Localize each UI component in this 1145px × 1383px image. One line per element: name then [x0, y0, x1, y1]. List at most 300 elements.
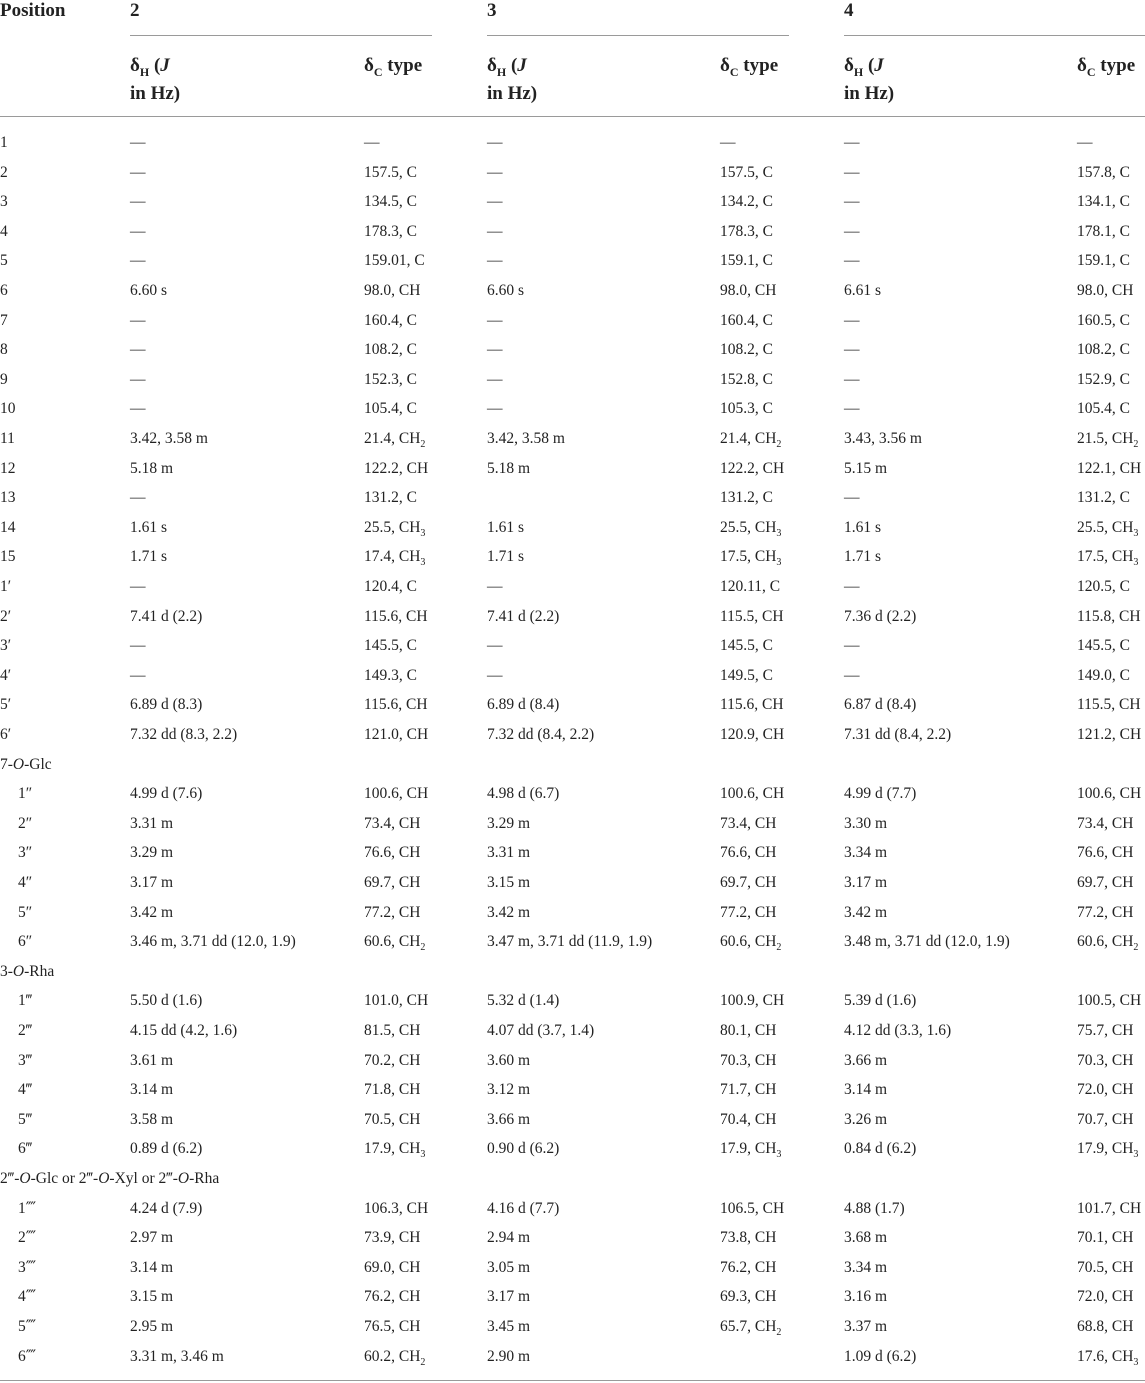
proton-shift-cell: 3.34 m	[844, 844, 888, 862]
subscript: 3	[420, 527, 426, 539]
carbon-shift-cell: 115.6, CH	[720, 696, 784, 714]
proton-shift-cell: 3.15 m	[487, 874, 531, 891]
position-cell: 4′	[0, 666, 12, 684]
proton-shift-cell: 3.60 m	[487, 1051, 531, 1069]
proton-shift-cell: 3.31 m	[130, 814, 174, 832]
carbon-shift-cell: 70.3, CH	[1077, 1051, 1134, 1069]
compound-4-rule	[844, 35, 1145, 36]
position-cell: 5′	[0, 696, 12, 714]
position-cell: 9	[0, 370, 8, 388]
carbon-shift-cell: 108.2, C	[1077, 341, 1130, 359]
table-row	[0, 1017, 1145, 1047]
proton-shift-cell: 5.50 d (1.6)	[130, 992, 203, 1010]
proton-shift-cell: —	[844, 193, 860, 211]
carbon-shift-cell: 76.6, CH	[364, 844, 421, 862]
position-cell: 1	[0, 134, 8, 151]
table-row	[0, 721, 1145, 751]
table-row	[0, 1343, 1145, 1373]
subscript: 2	[1133, 439, 1139, 451]
table-row	[0, 839, 1145, 869]
subscript: C	[1086, 64, 1096, 79]
carbon-shift-cell: 17.9, $CH_3$	[364, 1140, 426, 1161]
proton-shift-cell: 3.66 m	[844, 1051, 888, 1069]
proton-shift-cell: 7.32 dd (8.4, 2.2)	[487, 726, 595, 743]
table-row	[0, 869, 1145, 899]
carbon-shift-cell: 149.0, C	[1077, 666, 1130, 684]
proton-shift-cell: 3.14 m	[130, 1258, 174, 1276]
carbon-shift-cell: 134.5, C	[364, 193, 417, 211]
position-header: Position	[0, 0, 66, 21]
carbon-shift-cell: 77.2, CH	[364, 903, 421, 921]
table-bottom-rule	[0, 1380, 1145, 1381]
carbon-shift-cell: 100.9, CH	[720, 992, 785, 1010]
subscript: H	[139, 64, 150, 79]
carbon-shift-cell: 17.6, $CH_3$	[1077, 1347, 1139, 1368]
proton-shift-cell: 1.61 s	[487, 518, 525, 536]
table-row	[0, 1224, 1145, 1254]
table-row	[0, 395, 1145, 425]
position-cell: 3‴	[18, 1051, 33, 1069]
carbon-shift-cell: 73.4, CH	[364, 814, 421, 832]
carbon-shift-cell: 60.2, $CH_2$	[364, 1347, 426, 1368]
proton-shift-cell: —	[130, 341, 146, 359]
carbon-shift-cell: 105.4, C	[1077, 400, 1130, 418]
subscript: 2	[420, 439, 426, 451]
proton-shift-cell: —	[130, 578, 146, 595]
carbon-shift-cell: 17.5, $CH_3$	[720, 548, 782, 569]
carbon-shift-cell: 157.8, C	[1077, 163, 1130, 181]
table-row	[0, 514, 1145, 544]
compound-2-header: 2	[130, 0, 140, 21]
carbon-shift-cell: 145.5, C	[720, 637, 773, 655]
proton-shift-cell: —	[844, 341, 860, 359]
carbon-shift-cell: 25.5, $CH_3$	[1077, 518, 1139, 539]
subscript: 2	[776, 942, 782, 954]
subscript: 3	[420, 1149, 426, 1161]
table-row	[0, 1283, 1145, 1313]
proton-shift-cell: 0.90 d (6.2)	[487, 1140, 560, 1158]
proton-shift-cell: 3.42 m	[487, 903, 531, 921]
carbon-shift-cell: 178.1, C	[1077, 222, 1130, 240]
table-row	[0, 899, 1145, 929]
position-cell: 6‴	[18, 1140, 33, 1158]
proton-shift-cell: 3.45 m	[487, 1318, 531, 1335]
carbon-shift-cell: 73.4, CH	[1077, 814, 1134, 832]
carbon-shift-cell: 101.7, CH	[1077, 1199, 1142, 1217]
table-row	[0, 218, 1145, 248]
table-row	[0, 1106, 1145, 1136]
carbon-shift-cell: 120.9, CH	[720, 726, 785, 743]
subscript: 3	[420, 557, 426, 569]
position-cell: 4‴	[18, 1081, 33, 1099]
carbon-shift-cell: 100.6, CH	[1077, 785, 1142, 803]
compound-3-header: 3	[487, 0, 497, 21]
header-bottom-rule	[0, 116, 1145, 117]
dc-header: $\delta_C$ type	[720, 55, 779, 79]
carbon-shift-cell: 69.7, CH	[364, 874, 421, 891]
proton-shift-cell: 3.15 m	[130, 1288, 174, 1306]
carbon-shift-cell: 159.1, C	[720, 252, 773, 270]
proton-shift-cell: —	[487, 370, 503, 388]
carbon-shift-cell: 17.9, $CH_3$	[1077, 1140, 1139, 1161]
position-cell: 5″	[18, 903, 33, 921]
proton-shift-cell: 5.39 d (1.6)	[844, 992, 917, 1010]
position-cell: 2	[0, 163, 8, 181]
table-row	[0, 188, 1145, 218]
proton-shift-cell: 7.41 d (2.2)	[487, 607, 560, 625]
proton-shift-cell: 3.12 m	[487, 1081, 531, 1099]
proton-shift-cell: 1.09 d (6.2)	[844, 1347, 917, 1365]
carbon-shift-cell: 73.8, CH	[720, 1229, 777, 1247]
position-cell: 2′	[0, 607, 12, 625]
proton-shift-cell: 3.14 m	[844, 1081, 888, 1099]
carbon-shift-cell: 159.1, C	[1077, 252, 1130, 270]
position-cell: 6⁗	[18, 1347, 37, 1365]
proton-shift-cell: 3.42, 3.58 m	[487, 430, 565, 447]
proton-shift-cell: 0.84 d (6.2)	[844, 1140, 917, 1158]
carbon-shift-cell: 157.5, C	[364, 163, 417, 181]
table-row	[0, 691, 1145, 721]
position-cell: 14	[0, 518, 16, 536]
carbon-shift-cell: 131.2, C	[720, 489, 773, 507]
proton-shift-cell: 5.15 m	[844, 459, 888, 477]
carbon-shift-cell: 160.4, C	[720, 311, 773, 329]
table-row	[0, 987, 1145, 1017]
proton-shift-cell: 4.16 d (7.7)	[487, 1199, 560, 1217]
proton-shift-cell: 3.42 m	[844, 903, 888, 921]
carbon-shift-cell: 157.5, C	[720, 163, 773, 181]
proton-shift-cell: 6.89 d (8.4)	[487, 696, 560, 714]
proton-shift-cell: —	[487, 578, 503, 595]
proton-shift-cell: —	[130, 311, 146, 329]
proton-shift-cell: —	[130, 400, 146, 418]
italic-j: J	[160, 55, 170, 76]
table-row	[0, 1195, 1145, 1225]
subscript: 2	[420, 942, 426, 954]
carbon-shift-cell: 68.8, CH	[1077, 1318, 1134, 1335]
proton-shift-cell: 4.07 dd (3.7, 1.4)	[487, 1022, 595, 1039]
carbon-shift-cell: 131.2, C	[364, 489, 417, 507]
position-cell: 4⁗	[18, 1288, 37, 1306]
carbon-shift-cell: 60.6, $CH_2$	[720, 933, 782, 954]
proton-shift-cell: 1.61 s	[130, 518, 168, 536]
italic-j: J	[517, 55, 527, 76]
carbon-shift-cell: 120.4, C	[364, 578, 417, 595]
table-row	[0, 810, 1145, 840]
table-row	[0, 336, 1145, 366]
carbon-shift-cell: 152.9, C	[1077, 370, 1130, 388]
table-row	[0, 603, 1145, 633]
carbon-shift-cell: 71.8, CH	[364, 1081, 421, 1099]
proton-shift-cell: 4.99 d (7.7)	[844, 785, 917, 803]
position-cell: 3″	[18, 844, 33, 862]
carbon-shift-cell: 152.8, C	[720, 370, 773, 388]
carbon-shift-cell: 73.4, CH	[720, 814, 777, 832]
carbon-shift-cell: 98.0, CH	[364, 282, 421, 299]
section-label: 7-O-Glc	[0, 755, 52, 773]
carbon-shift-cell: 152.3, C	[364, 370, 417, 388]
table-row	[0, 780, 1145, 810]
table-row	[0, 307, 1145, 337]
proton-shift-cell: 6.87 d (8.4)	[844, 696, 917, 714]
proton-shift-cell: 1.61 s	[844, 518, 882, 536]
carbon-shift-cell: 17.5, $CH_3$	[1077, 548, 1139, 569]
carbon-shift-cell: 178.3, C	[720, 222, 773, 240]
proton-shift-cell: —	[844, 370, 860, 388]
proton-shift-cell: 2.94 m	[487, 1229, 531, 1247]
proton-shift-cell: 4.15 dd (4.2, 1.6)	[130, 1022, 238, 1039]
position-cell: 6	[0, 282, 8, 299]
position-cell: 8	[0, 341, 8, 359]
position-cell: 2⁗	[18, 1229, 37, 1247]
proton-shift-cell: 6.60 s	[130, 282, 168, 299]
position-cell: 5	[0, 252, 8, 270]
proton-shift-cell: 3.43, 3.56 m	[844, 430, 922, 447]
proton-shift-cell: 3.26 m	[844, 1110, 888, 1128]
carbon-shift-cell: 76.2, CH	[364, 1288, 421, 1306]
proton-shift-cell: —	[130, 666, 146, 684]
proton-shift-cell: 3.47 m, 3.71 dd (11.9, 1.9)	[487, 933, 653, 951]
carbon-shift-cell: 106.3, CH	[364, 1199, 429, 1217]
proton-shift-cell: 1.71 s	[130, 548, 168, 566]
dh-header: $\delta_H$ (J in Hz)	[130, 55, 181, 104]
proton-shift-cell: —	[130, 163, 146, 181]
section-label: 3-O-Rha	[0, 962, 55, 980]
table-row	[0, 366, 1145, 396]
carbon-shift-cell: 76.2, CH	[720, 1258, 777, 1276]
carbon-shift-cell: 72.0, CH	[1077, 1081, 1134, 1099]
subscript: 3	[776, 557, 782, 569]
proton-shift-cell: —	[844, 311, 860, 329]
carbon-shift-cell: 75.7, CH	[1077, 1022, 1134, 1039]
compound-4-header: 4	[844, 0, 854, 21]
position-cell: 1⁗	[18, 1199, 37, 1217]
proton-shift-cell: 7.36 d (2.2)	[844, 607, 917, 625]
table-row	[0, 1254, 1145, 1284]
carbon-shift-cell: 120.5, C	[1077, 578, 1130, 595]
carbon-shift-cell: 21.4, $CH_2$	[720, 430, 782, 451]
subscript: 2	[776, 439, 782, 451]
position-cell: 7	[0, 311, 8, 329]
carbon-shift-cell: 73.9, CH	[364, 1229, 421, 1247]
carbon-shift-cell: 106.5, CH	[720, 1199, 785, 1217]
proton-shift-cell: —	[487, 134, 503, 151]
table-row	[0, 484, 1145, 514]
carbon-shift-cell: 98.0, CH	[720, 282, 777, 299]
proton-shift-cell: 4.99 d (7.6)	[130, 785, 203, 803]
position-cell: 5⁗	[18, 1318, 37, 1335]
carbon-shift-cell: 70.2, CH	[364, 1051, 421, 1069]
carbon-shift-cell: 65.7, $CH_2$	[720, 1318, 782, 1339]
carbon-shift-cell: 101.0, CH	[364, 992, 429, 1010]
subscript: C	[729, 64, 739, 79]
proton-shift-cell: 7.41 d (2.2)	[130, 607, 203, 625]
carbon-shift-cell: 108.2, C	[720, 341, 773, 359]
proton-shift-cell: 5.18 m	[130, 459, 174, 477]
proton-shift-cell: 6.60 s	[487, 282, 525, 299]
table-row	[0, 425, 1145, 455]
position-cell: 5‴	[18, 1110, 33, 1128]
carbon-shift-cell: 17.9, $CH_3$	[720, 1140, 782, 1161]
carbon-shift-cell: 70.4, CH	[720, 1110, 777, 1128]
position-cell: 12	[0, 459, 16, 477]
proton-shift-cell: 5.32 d (1.4)	[487, 992, 560, 1010]
proton-shift-cell: 4.88 (1.7)	[844, 1199, 905, 1217]
position-cell: 4″	[18, 874, 33, 891]
proton-shift-cell: 3.14 m	[130, 1081, 174, 1099]
carbon-shift-cell: 25.5, $CH_3$	[364, 518, 426, 539]
proton-shift-cell: —	[487, 400, 503, 418]
proton-shift-cell: —	[844, 578, 860, 595]
table-row	[0, 1135, 1145, 1165]
proton-shift-cell: —	[130, 222, 146, 240]
subscript: C	[373, 64, 383, 79]
italic-j: J	[874, 55, 884, 76]
carbon-shift-cell: 100.5, CH	[1077, 992, 1142, 1010]
proton-shift-cell: —	[130, 252, 146, 270]
carbon-shift-cell: 72.0, CH	[1077, 1288, 1134, 1306]
carbon-shift-cell: 76.6, CH	[720, 844, 777, 862]
carbon-shift-cell: 122.2, CH	[720, 459, 785, 477]
position-cell: 6′	[0, 726, 12, 743]
position-cell: 3′	[0, 637, 12, 655]
proton-shift-cell: 3.48 m, 3.71 dd (12.0, 1.9)	[844, 933, 1010, 951]
proton-shift-cell: 3.42, 3.58 m	[130, 430, 208, 447]
proton-shift-cell: 3.66 m	[487, 1110, 531, 1128]
carbon-shift-cell: 70.5, CH	[364, 1110, 421, 1128]
carbon-shift-cell: 121.0, CH	[364, 726, 429, 743]
section-row	[0, 958, 1145, 988]
proton-shift-cell: 2.95 m	[130, 1318, 174, 1335]
position-cell: 4	[0, 222, 8, 240]
position-cell: 6″	[18, 933, 33, 951]
proton-shift-cell: 3.68 m	[844, 1229, 888, 1247]
table-row	[0, 159, 1145, 189]
subscript: 3	[776, 1149, 782, 1161]
carbon-shift-cell: 122.2, CH	[364, 459, 429, 477]
proton-shift-cell: 3.30 m	[844, 814, 888, 832]
carbon-shift-cell: 71.7, CH	[720, 1081, 777, 1099]
subscript: 2	[1133, 942, 1139, 954]
carbon-shift-cell: 60.6, $CH_2$	[364, 933, 426, 954]
proton-shift-cell: 3.58 m	[130, 1110, 174, 1128]
proton-shift-cell: —	[844, 489, 860, 507]
proton-shift-cell: 3.37 m	[844, 1318, 888, 1335]
section-row	[0, 751, 1145, 781]
proton-shift-cell: 3.17 m	[130, 874, 174, 891]
subscript: H	[853, 64, 864, 79]
table-row	[0, 928, 1145, 958]
proton-shift-cell: 3.17 m	[844, 874, 888, 891]
carbon-shift-cell: 145.5, C	[364, 637, 417, 655]
proton-shift-cell: 3.46 m, 3.71 dd (12.0, 1.9)	[130, 933, 296, 951]
table-row	[0, 1076, 1145, 1106]
position-cell: 2‴	[18, 1022, 33, 1039]
proton-shift-cell: —	[844, 163, 860, 181]
carbon-shift-cell: 115.8, CH	[1077, 607, 1141, 625]
carbon-shift-cell: 70.5, CH	[1077, 1258, 1134, 1276]
proton-shift-cell: 6.89 d (8.3)	[130, 696, 203, 714]
proton-shift-cell: 5.18 m	[487, 459, 531, 477]
carbon-shift-cell: 77.2, CH	[720, 903, 777, 921]
proton-shift-cell: —	[844, 222, 860, 240]
carbon-shift-cell: 105.3, C	[720, 400, 773, 418]
carbon-shift-cell: 134.1, C	[1077, 193, 1130, 211]
carbon-shift-cell: 131.2, C	[1077, 489, 1130, 507]
carbon-shift-cell: 76.6, CH	[1077, 844, 1134, 862]
proton-shift-cell: 3.34 m	[844, 1258, 888, 1276]
carbon-shift-cell: 17.4, $CH_3$	[364, 548, 426, 569]
carbon-shift-cell: 21.4, $CH_2$	[364, 430, 426, 451]
position-cell: 13	[0, 489, 16, 507]
proton-shift-cell: —	[487, 666, 503, 684]
carbon-shift-cell: 134.2, C	[720, 193, 773, 211]
proton-shift-cell: —	[844, 252, 860, 270]
position-cell: 2″	[18, 814, 33, 832]
dc-header: $\delta_C$ type	[364, 55, 423, 79]
table-row	[0, 662, 1145, 692]
italic-o: O	[12, 962, 25, 980]
proton-shift-cell: 3.05 m	[487, 1258, 531, 1276]
carbon-shift-cell: 100.6, CH	[720, 785, 785, 803]
compound-2-rule	[130, 35, 432, 36]
carbon-shift-cell: 70.7, CH	[1077, 1110, 1134, 1128]
proton-shift-cell: 3.16 m	[844, 1288, 888, 1306]
proton-shift-cell: —	[844, 666, 860, 684]
italic-o: O	[19, 1170, 31, 1187]
carbon-shift-cell: 76.5, CH	[364, 1318, 421, 1335]
table-row	[0, 455, 1145, 485]
table-row	[0, 632, 1145, 662]
carbon-shift-cell: 70.3, CH	[720, 1051, 777, 1069]
carbon-shift-cell: 160.5, C	[1077, 311, 1130, 329]
proton-shift-cell: —	[487, 222, 503, 240]
carbon-shift-cell: 160.4, C	[364, 311, 417, 329]
subscript: 3	[776, 527, 782, 539]
carbon-shift-cell: —	[720, 134, 736, 151]
proton-shift-cell: 4.12 dd (3.3, 1.6)	[844, 1022, 952, 1039]
table-row	[0, 543, 1145, 573]
subscript: 3	[1133, 1356, 1139, 1368]
proton-shift-cell: —	[844, 400, 860, 418]
position-cell: 3	[0, 193, 8, 211]
proton-shift-cell: —	[487, 163, 503, 181]
proton-shift-cell: —	[487, 252, 503, 270]
dh-header: $\delta_H$ (J in Hz)	[487, 55, 538, 104]
proton-shift-cell: 7.31 dd (8.4, 2.2)	[844, 726, 952, 743]
proton-shift-cell: 3.29 m	[487, 814, 531, 832]
proton-shift-cell: 3.17 m	[487, 1288, 531, 1306]
carbon-shift-cell: 122.1, CH	[1077, 459, 1142, 477]
position-cell: 1‴	[18, 992, 33, 1010]
carbon-shift-cell: 60.6, $CH_2$	[1077, 933, 1139, 954]
table-row	[0, 247, 1145, 277]
position-cell: 1′	[0, 578, 12, 595]
subscript: 3	[1133, 527, 1139, 539]
carbon-shift-cell: 149.5, C	[720, 666, 773, 684]
compound-3-rule	[487, 35, 789, 36]
carbon-shift-cell: 77.2, CH	[1077, 903, 1134, 921]
proton-shift-cell: —	[487, 193, 503, 211]
italic-o: O	[177, 1170, 190, 1187]
dh-header: $\delta_H$ (J in Hz)	[844, 55, 895, 104]
carbon-shift-cell: 70.1, CH	[1077, 1229, 1134, 1247]
carbon-shift-cell: 105.4, C	[364, 400, 417, 418]
proton-shift-cell: —	[130, 489, 146, 507]
proton-shift-cell: 6.61 s	[844, 282, 882, 299]
table-row	[0, 129, 1145, 159]
carbon-shift-cell: 21.5, $CH_2$	[1077, 430, 1139, 451]
